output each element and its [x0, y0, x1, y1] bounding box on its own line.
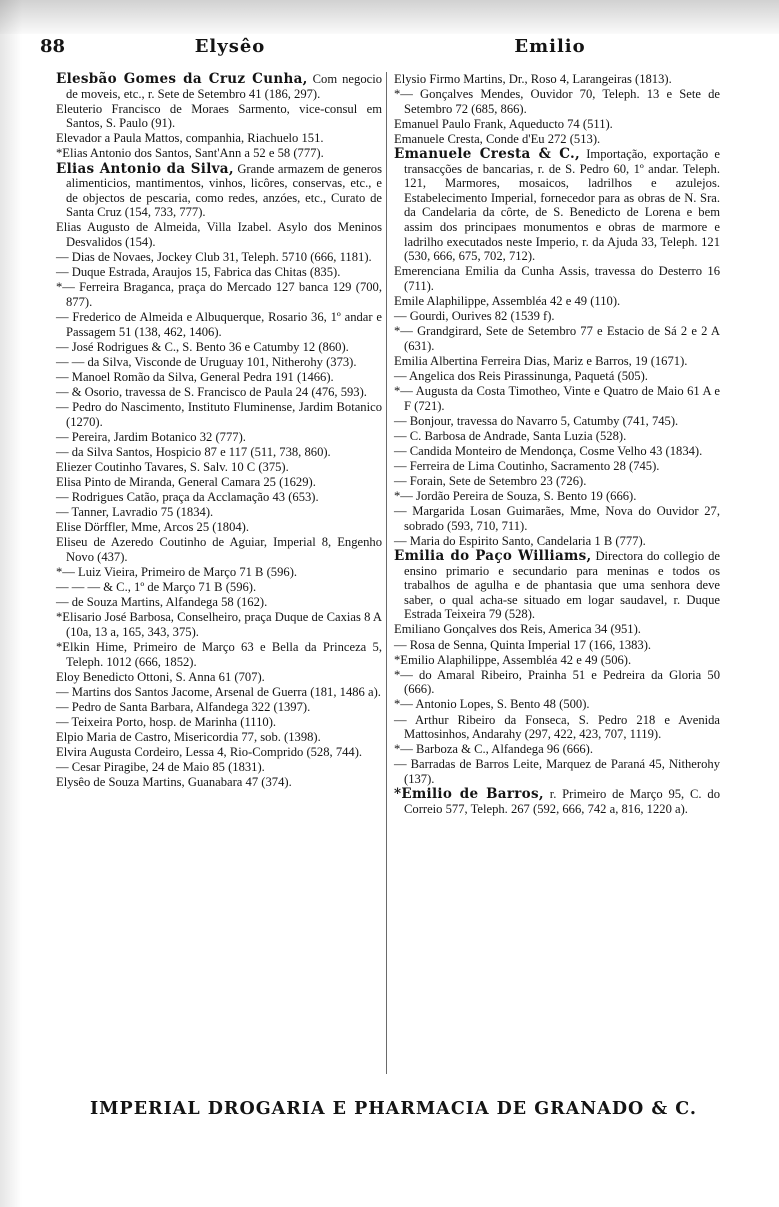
- entry-text: — Bonjour, travessa do Navarro 5, Catumby (741, 745).: [394, 413, 679, 428]
- entry-text: — Manoel Romão da Silva, General Pedra 191 (1466).: [56, 369, 334, 384]
- entry-text: *Emilio Alaphilippe, Assembléa 42 e 49 (506).: [394, 652, 632, 667]
- directory-entry: [56, 460, 382, 475]
- directory-entry: [56, 670, 382, 685]
- entry-text: — & Osorio, travessa de S. Francisco de Paula 24 (476, 593).: [56, 384, 367, 399]
- directory-entry: [394, 87, 720, 116]
- entry-text: Eliseu de Azeredo Coutinho de Aguiar, Imperial 8, Engenho Novo (437).: [56, 535, 382, 564]
- entry-text: Elevador a Paula Mattos, companhia, Riachuelo 151.: [56, 131, 324, 146]
- entry-text: Emanuel Paulo Frank, Aqueducto 74 (511).: [394, 116, 613, 131]
- directory-entry: [56, 595, 382, 610]
- directory-entry: [56, 730, 382, 745]
- directory-entry: [394, 429, 720, 444]
- directory-entry: [56, 685, 382, 700]
- left-column: [56, 72, 382, 791]
- entry-text: Importação, exportação e transacções de bancarias, r. de S. Pedro 60, 1º andar. Teleph. 121, Marmores, mosaicos, ladrilhos e azulejos. Estabelecimento Imperial, fornecedor para as obras de N. Sra. da Candelaria da côrte, de S. Benedicto de Lorena e bem assim dos principaes monumentos e obras de marmore e ladrilho executados neste Imperio, r. da Ajuda 33, Teleph. 121 (530, 666, 675, 702, 712).: [404, 146, 720, 264]
- directory-entry: [56, 280, 382, 309]
- guide-word-left: Elysêo: [194, 36, 266, 57]
- directory-entry: [56, 400, 382, 429]
- entry-name-bold: Emanuele Cresta & C.,: [394, 145, 581, 162]
- directory-entry: [56, 162, 382, 220]
- directory-entry: [394, 444, 720, 459]
- entry-text: Emile Alaphilippe, Assembléa 42 e 49 (110).: [394, 293, 621, 308]
- entry-text: Elvira Augusta Cordeiro, Lessa 4, Rio-Comprido (528, 744).: [56, 745, 363, 760]
- directory-entry: [394, 474, 720, 489]
- entry-text: — Rosa de Senna, Quinta Imperial 17 (166, 1383).: [394, 637, 652, 652]
- directory-entry: [56, 146, 382, 161]
- directory-entry: [56, 505, 382, 520]
- entry-text: — C. Barbosa de Andrade, Santa Luzia (528).: [394, 428, 627, 443]
- entry-text: Directora do collegio de ensino primario e secundario para meninas e todos os trabalhos de agulha e de phantasia que uma senhora deve saber, o qual acha-se situado em logar saudavel, r. Duque Estrada Teixeira 79 (528).: [404, 549, 721, 622]
- scan-edge-left: [0, 0, 22, 1207]
- entry-text: — de Souza Martins, Alfandega 58 (162).: [56, 595, 268, 610]
- directory-entry: [56, 250, 382, 265]
- entry-text: — Margarida Losan Guimarães, Mme, Nova do Ouvidor 27, sobrado (593, 710, 711).: [394, 504, 720, 533]
- entry-text: — Dias de Novaes, Jockey Club 31, Teleph. 5710 (666, 1181).: [56, 250, 372, 265]
- directory-entry: [394, 638, 720, 653]
- footer-advert: IMPERIAL DROGARIA E PHARMACIA DE GRANADO & C.: [90, 1099, 697, 1119]
- directory-entry: [394, 489, 720, 504]
- directory-entry: [56, 715, 382, 730]
- directory-entry: [56, 535, 382, 564]
- directory-entry: [56, 72, 382, 101]
- entry-text: — Duque Estrada, Araujos 15, Fabrica das Chitas (835).: [56, 265, 341, 280]
- entry-text: — Angelica dos Reis Pirassinunga, Paquetá (505).: [394, 368, 648, 383]
- directory-entry: [56, 580, 382, 595]
- directory-entry: [56, 610, 382, 639]
- directory-entry: [56, 265, 382, 280]
- directory-entry: [56, 370, 382, 385]
- entry-text: Elysio Firmo Martins, Dr., Roso 4, Larangeiras (1813).: [394, 72, 672, 86]
- directory-entry: [394, 534, 720, 549]
- entry-text: *Elias Antonio dos Santos, Sant'Ann a 52 e 58 (777).: [56, 146, 324, 161]
- entry-name-bold: Elias Antonio da Silva,: [56, 160, 234, 177]
- guide-word-right: Emilio: [514, 36, 586, 57]
- directory-entry: [56, 445, 382, 460]
- entry-text: *— Barboza & C., Alfandega 96 (666).: [394, 742, 594, 757]
- entry-name-bold: *Emilio de Barros,: [394, 786, 544, 802]
- entry-text: Emerenciana Emilia da Cunha Assis, travessa do Desterro 16 (711).: [394, 264, 720, 293]
- directory-entry: [56, 340, 382, 355]
- entry-text: Emiliano Gonçalves dos Reis, America 34 (951).: [394, 622, 641, 637]
- entry-text: — Ferreira de Lima Coutinho, Sacramento 28 (745).: [394, 458, 660, 473]
- entry-text: — Barradas de Barros Leite, Marquez de Paraná 45, Nitherohy (137).: [394, 757, 720, 786]
- directory-entry: [394, 294, 720, 309]
- entry-text: — Cesar Piragibe, 24 de Maio 85 (1831).: [56, 760, 265, 775]
- directory-entry: [394, 713, 720, 742]
- entry-name-bold: Elesbão Gomes da Cruz Cunha,: [56, 71, 308, 87]
- entry-text: *— do Amaral Ribeiro, Prainha 51 e Pedreira da Gloria 50 (666).: [394, 667, 720, 697]
- entry-text: *— Gonçalves Mendes, Ouvidor 70, Teleph. 13 e Sete de Setembro 72 (685, 866).: [394, 87, 720, 116]
- directory-entry: [56, 131, 382, 146]
- directory-entry: [56, 475, 382, 490]
- page-header: [40, 36, 730, 62]
- entry-text: — Teixeira Porto, hosp. de Marinha (1110).: [56, 715, 277, 730]
- column-divider: [386, 72, 387, 1074]
- entry-text: — José Rodrigues & C., S. Bento 36 e Catumby 12 (860).: [56, 339, 349, 354]
- entry-text: — Forain, Sete de Setembro 23 (726).: [394, 474, 587, 489]
- directory-entry: [56, 640, 382, 669]
- entry-text: — Candida Monteiro de Mendonça, Cosme Velho 43 (1834).: [394, 443, 703, 458]
- entry-text: Elysêo de Souza Martins, Guanabara 47 (374).: [56, 775, 292, 790]
- directory-entry: [394, 132, 720, 147]
- directory-entry: [394, 324, 720, 353]
- directory-entry: [56, 430, 382, 445]
- entry-text: — Rodrigues Catão, praça da Acclamação 43 (653).: [56, 490, 319, 505]
- entry-text: — Tanner, Lavradio 75 (1834).: [56, 505, 214, 520]
- directory-entry: [394, 549, 720, 622]
- entry-text: Elias Augusto de Almeida, Villa Izabel. Asylo dos Meninos Desvalidos (154).: [56, 220, 382, 250]
- entry-text: — Pedro do Nascimento, Instituto Fluminense, Jardim Botanico (1270).: [56, 400, 382, 429]
- entry-text: Emanuele Cresta, Conde d'Eu 272 (513).: [394, 131, 601, 146]
- directory-entry: [394, 264, 720, 293]
- directory-entry: [56, 775, 382, 790]
- right-column: [394, 72, 720, 817]
- entry-text: Eliezer Coutinho Tavares, S. Salv. 10 C (375).: [56, 459, 289, 474]
- directory-entry: [394, 742, 720, 757]
- scan-edge-top: [0, 0, 779, 34]
- directory-entry: [394, 787, 720, 816]
- directory-entry: [394, 757, 720, 786]
- directory-entry: [56, 102, 382, 131]
- entry-text: — Pedro de Santa Barbara, Alfandega 322 (1397).: [56, 699, 311, 714]
- entry-text: — Gourdi, Ourives 82 (1539 f).: [394, 309, 555, 323]
- entry-text: — Martins dos Santos Jacome, Arsenal de Guerra (181, 1486 a).: [56, 684, 381, 699]
- entry-text: — — da Silva, Visconde de Uruguay 101, Nitherohy (373).: [56, 354, 357, 369]
- directory-entry: [394, 369, 720, 384]
- entry-text: Elise Dörffler, Mme, Arcos 25 (1804).: [56, 520, 250, 535]
- entry-text: — Frederico de Almeida e Albuquerque, Rosario 36, 1º andar e Passagem 51 (138, 462, 1406).: [56, 310, 382, 339]
- entry-text: Elpio Maria de Castro, Misericordia 77, sob. (1398).: [56, 730, 321, 745]
- directory-entry: [56, 520, 382, 535]
- directory-entry: [394, 384, 720, 413]
- entry-text: — — — & C., 1º de Março 71 B (596).: [56, 580, 257, 595]
- directory-entry: [394, 309, 720, 324]
- entry-text: *— Grandgirard, Sete de Setembro 77 e Estacio de Sá 2 e 2 A (631).: [394, 324, 720, 353]
- directory-entry: [394, 622, 720, 637]
- entry-text: Grande armazem de generos alimenticios, mantimentos, vinhos, licôres, conservas, etc., e de objectos de pescaria, como redes, anzóes, etc., Curato de Santa Cruz (154, 733, 777).: [66, 161, 382, 220]
- entry-text: *— Ferreira Braganca, praça do Mercado 127 banca 129 (700, 877).: [56, 280, 382, 309]
- entry-text: Eloy Benedicto Ottoni, S. Anna 61 (707).: [56, 669, 265, 684]
- entry-text: — da Silva Santos, Hospicio 87 e 117 (511, 738, 860).: [56, 444, 331, 459]
- entry-text: *Elisario José Barbosa, Conselheiro, praça Duque de Caxias 8 A (10a, 13 a, 165, 343, 375).: [56, 610, 382, 639]
- directory-entry: [394, 117, 720, 132]
- directory-entry: [394, 697, 720, 712]
- entry-text: *— Jordão Pereira de Souza, S. Bento 19 (666).: [394, 489, 637, 504]
- page-number: 88: [40, 36, 66, 57]
- entry-text: Eleuterio Francisco de Moraes Sarmento, vice-consul em Santos, S. Paulo (91).: [56, 101, 382, 131]
- directory-entry: [394, 459, 720, 474]
- directory-entry: [394, 414, 720, 429]
- entry-text: r. Primeiro de Março 95, C. do Correio 577, Teleph. 267 (592, 666, 742 a, 816, 1220 a).: [404, 787, 720, 816]
- entry-text: — Maria do Espirito Santo, Candelaria 1 B (777).: [394, 533, 646, 548]
- entry-text: Elisa Pinto de Miranda, General Camara 25 (1629).: [56, 475, 316, 490]
- entry-text: *— Augusta da Costa Timotheo, Vinte e Quatro de Maio 61 A e F (721).: [394, 383, 720, 413]
- directory-entry: [56, 220, 382, 249]
- directory-entry: [56, 565, 382, 580]
- entry-name-bold: Emilia do Paço Williams,: [394, 548, 592, 564]
- directory-entry: [394, 504, 720, 533]
- directory-entry: [394, 147, 720, 264]
- entry-text: *— Luiz Vieira, Primeiro de Março 71 B (596).: [56, 565, 298, 580]
- directory-entry: [56, 355, 382, 370]
- entry-text: *— Antonio Lopes, S. Bento 48 (500).: [394, 697, 590, 712]
- directory-entry: [56, 760, 382, 775]
- directory-entry: [56, 385, 382, 400]
- entry-text: — Arthur Ribeiro da Fonseca, S. Pedro 218 e Avenida Mattosinhos, Andarahy (297, 422, 423, 707, 1119).: [394, 712, 720, 742]
- entry-text: *Elkin Hime, Primeiro de Março 63 e Bella da Princeza 5, Teleph. 1012 (666, 1852).: [56, 640, 382, 669]
- directory-entry: [394, 72, 720, 87]
- directory-entry: [56, 310, 382, 339]
- directory-entry: [394, 354, 720, 369]
- directory-entry: [394, 653, 720, 668]
- entry-text: Com negocio de moveis, etc., r. Sete de Setembro 41 (186, 297).: [66, 72, 383, 101]
- directory-entry: [56, 490, 382, 505]
- directory-entry: [56, 700, 382, 715]
- directory-entry: [394, 668, 720, 697]
- entry-text: Emilia Albertina Ferreira Dias, Mariz e Barros, 19 (1671).: [394, 353, 688, 368]
- directory-entry: [56, 745, 382, 760]
- entry-text: — Pereira, Jardim Botanico 32 (777).: [56, 429, 246, 444]
